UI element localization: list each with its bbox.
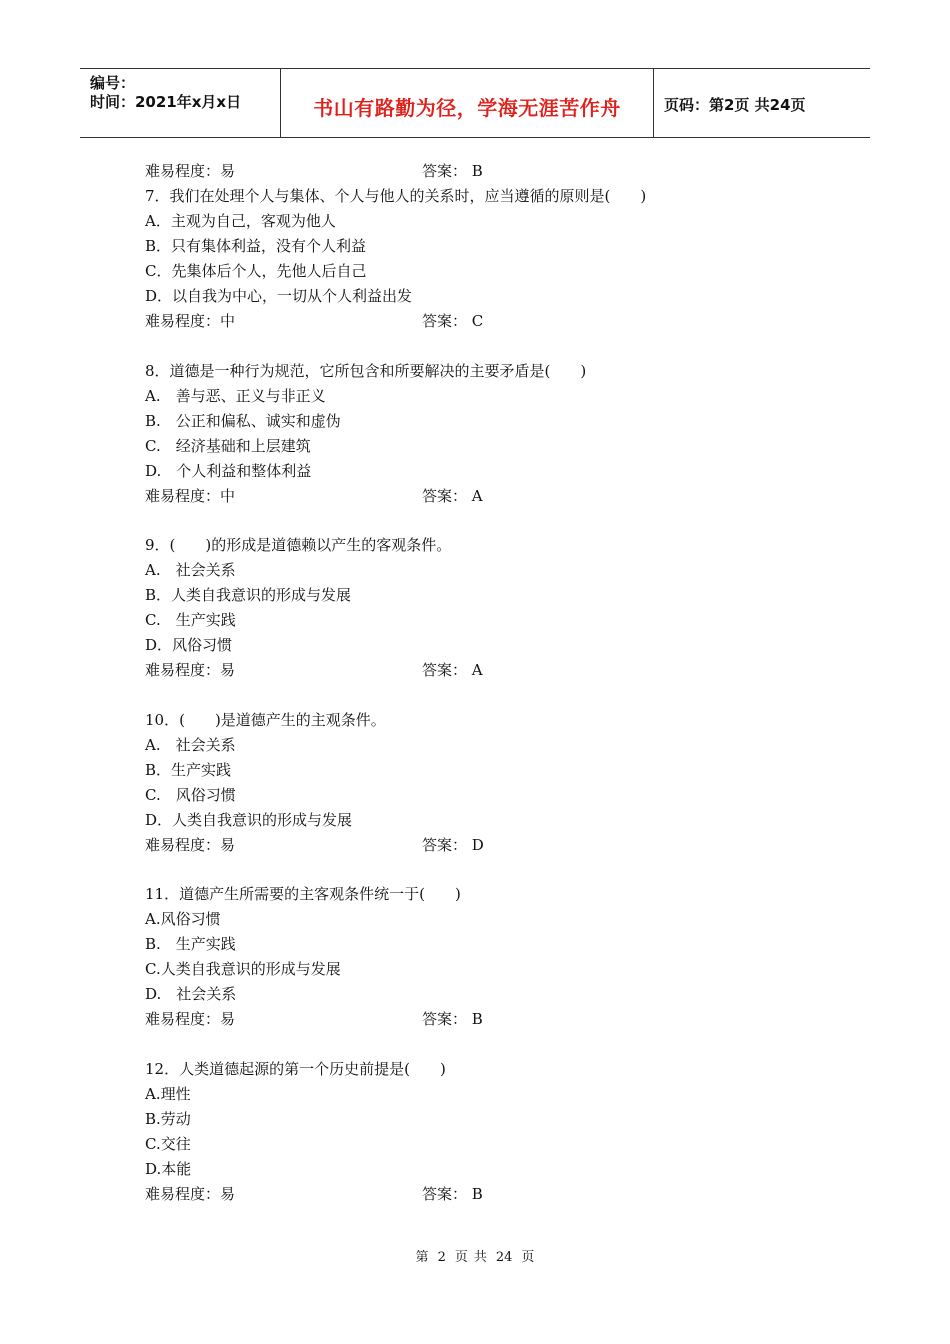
question-gap xyxy=(145,509,845,534)
question-option: A. 社会关系 xyxy=(145,561,236,579)
difficulty-label: 难易程度：易 xyxy=(145,162,236,180)
question-option: C. 经济基础和上层建筑 xyxy=(145,436,311,455)
question-option: A.风俗习惯 xyxy=(145,910,221,928)
question-option: D．以自我为中心，一切从个人利益出发 xyxy=(145,287,413,305)
meta-line xyxy=(145,159,845,184)
page-footer xyxy=(0,1246,950,1265)
question-option: D. 社会关系 xyxy=(145,985,237,1003)
question-option: D.本能 xyxy=(145,1159,192,1178)
header-page-info: 页码：第2页 共24页 xyxy=(664,96,806,114)
answer-label: 答案： A xyxy=(422,486,483,505)
difficulty-label: 难易程度：易 xyxy=(145,1010,236,1028)
header-left-cell xyxy=(80,69,281,137)
footer-total-num: 24 xyxy=(495,1250,513,1265)
footer-page-num: 2 xyxy=(437,1250,446,1265)
answer-label: 答案： C xyxy=(422,312,484,330)
footer-gong: 共 xyxy=(473,1250,487,1265)
difficulty-label: 难易程度：中 xyxy=(145,486,236,505)
question-gap xyxy=(145,858,845,883)
meta-line xyxy=(145,658,845,683)
question-stem: 9．( )的形成是道德赖以产生的客观条件。 xyxy=(145,536,452,554)
question-stem: 10．( )是道德产生的主观条件。 xyxy=(145,710,386,729)
header-motto-cell xyxy=(281,69,654,137)
meta-line xyxy=(145,484,845,509)
question-option: B.劳动 xyxy=(145,1109,191,1128)
difficulty-label: 难易程度：易 xyxy=(145,835,236,854)
question-option: C. 风俗习惯 xyxy=(145,785,236,804)
question-option: A．主观为自己，客观为他人 xyxy=(145,212,336,230)
question-list xyxy=(145,159,845,1207)
question-option: D. 个人利益和整体利益 xyxy=(145,461,312,480)
footer-ye: 页 xyxy=(454,1250,468,1265)
difficulty-label: 难易程度：中 xyxy=(145,312,236,330)
question-option: C.交往 xyxy=(145,1134,191,1153)
answer-label: 答案： B xyxy=(422,162,483,180)
meta-line xyxy=(145,1182,845,1207)
answer-label: 答案： A xyxy=(422,661,483,679)
question-option: D．风俗习惯 xyxy=(145,636,233,654)
question-option: B．只有集体利益，没有个人利益 xyxy=(145,237,367,255)
question-option: B．人类自我意识的形成与发展 xyxy=(145,586,352,604)
footer-di: 第 xyxy=(415,1250,429,1265)
question-option: C．先集体后个人，先他人后自己 xyxy=(145,262,367,280)
meta-line xyxy=(145,1007,845,1032)
question-option: C. 生产实践 xyxy=(145,611,236,629)
difficulty-label: 难易程度：易 xyxy=(145,661,236,679)
footer-ye2: 页 xyxy=(521,1250,535,1265)
question-gap xyxy=(145,334,845,359)
question-stem: 7．我们在处理个人与集体、个人与他人的关系时，应当遵循的原则是( ) xyxy=(145,187,647,205)
answer-label: 答案： D xyxy=(422,835,484,854)
question-option: B．生产实践 xyxy=(145,760,232,779)
question-option: A.理性 xyxy=(145,1084,191,1103)
meta-line xyxy=(145,309,845,334)
answer-label: 答案： B xyxy=(422,1010,483,1028)
question-option: B. 生产实践 xyxy=(145,935,236,953)
question-option: B. 公正和偏私、诚实和虚伪 xyxy=(145,411,341,430)
motto-text: 书山有路勤为径，学海无涯苦作舟 xyxy=(313,96,621,120)
question-stem: 12．人类道德起源的第一个历史前提是( ) xyxy=(145,1059,446,1078)
difficulty-label: 难易程度：易 xyxy=(145,1184,236,1203)
page-header xyxy=(80,68,870,138)
date-label: 时间：2021年x月x日 xyxy=(90,93,242,111)
question-option: A. 善与恶、正义与非正义 xyxy=(145,386,326,405)
serial-number-label: 编号： xyxy=(90,74,136,92)
answer-label: 答案： B xyxy=(422,1184,483,1203)
question-gap xyxy=(145,1032,845,1057)
question-option: C.人类自我意识的形成与发展 xyxy=(145,960,341,978)
question-stem: 11．道德产生所需要的主客观条件统一于( ) xyxy=(145,885,461,903)
question-option: A. 社会关系 xyxy=(145,735,236,754)
question-stem: 8．道德是一种行为规范，它所包含和所要解决的主要矛盾是( ) xyxy=(145,361,587,380)
header-page-cell xyxy=(654,69,870,137)
meta-line xyxy=(145,833,845,858)
question-option: D．人类自我意识的形成与发展 xyxy=(145,810,353,829)
question-gap xyxy=(145,683,845,708)
